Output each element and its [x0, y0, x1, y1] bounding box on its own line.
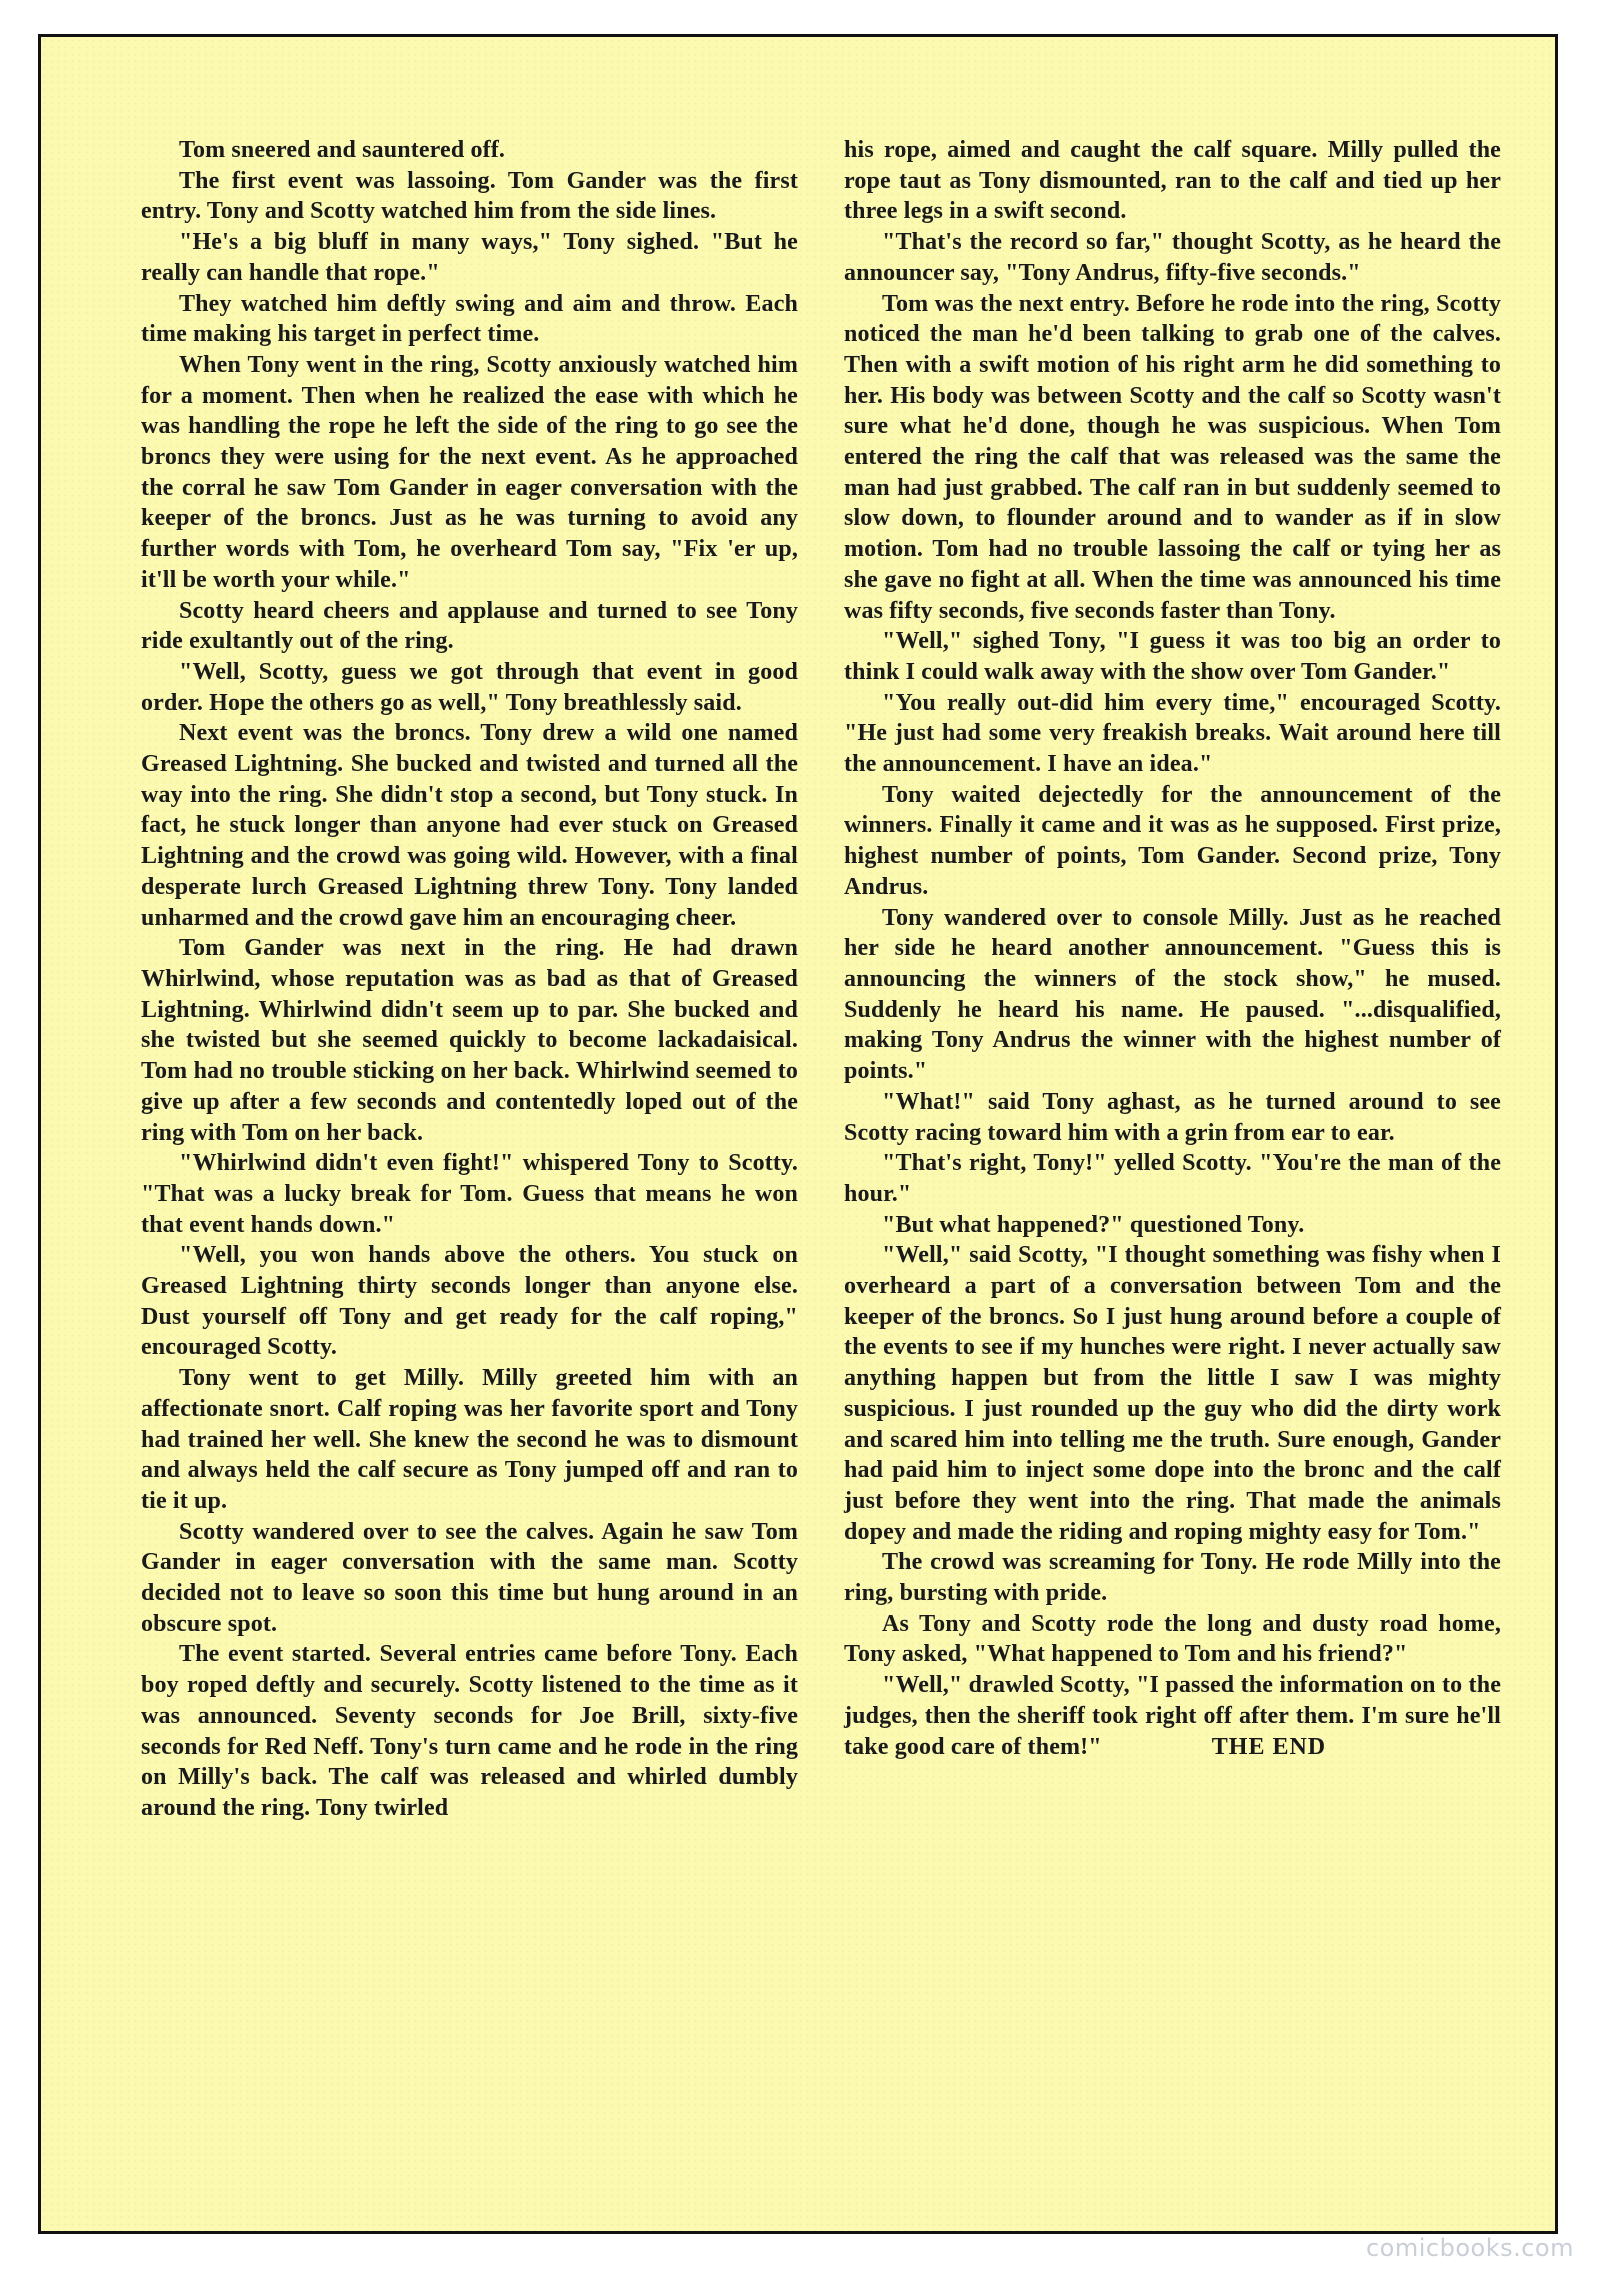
story-paragraph: "What!" said Tony aghast, as he turned around to see Scotty racing toward him with a grin from ear to ear. — [844, 1088, 1501, 1146]
story-paragraph: As Tony and Scotty rode the long and dusty road home, Tony asked, "What happened to Tom and his friend?" — [844, 1610, 1501, 1668]
story-paragraph: The first event was lassoing. Tom Gander was the first entry. Tony and Scotty watched him from the side lines. — [141, 167, 798, 225]
story-paragraph: They watched him deftly swing and aim and throw. Each time making his target in perfect time. — [141, 290, 798, 348]
story-paragraph: Tony went to get Milly. Milly greeted him with an affectionate snort. Calf roping was her favorite sport and Tony had trained her well. She knew the second he was to dismount and always held the calf secure as Tony jumped off and ran to tie it up. — [141, 1365, 798, 1514]
story-page — [38, 34, 1558, 2234]
right-column — [844, 135, 1501, 1824]
story-paragraph: "Well, Scotty, guess we got through that event in good order. Hope the others go as well," Tony breathlessly said. — [141, 658, 798, 716]
story-paragraph: Tom sneered and sauntered off. — [179, 137, 506, 163]
story-paragraph: "You really out-did him every time," encouraged Scotty. "He just had some very freakish breaks. Wait around here till the announcement. I have an idea." — [844, 689, 1501, 778]
story-paragraph: The crowd was screaming for Tony. He rode Milly into the ring, bursting with pride. — [844, 1549, 1501, 1607]
story-paragraph: When Tony went in the ring, Scotty anxiously watched him for a moment. Then when he realized the ease with which he was handling the rope he left the side of the ring to go see the broncs they were using for the next event. As he approached the corral he saw Tom Gander in eager conversation with the keeper of the broncs. Just as he was turning to avoid any further words with Tom, he overheard Tom say, "Fix 'er up, it'll be worth your while." — [141, 351, 798, 593]
story-paragraph: Next event was the broncs. Tony drew a wild one named Greased Lightning. She bucked and twisted and turned all the way into the ring. She didn't stop a second, but Tony stuck. In fact, he stuck longer than anyone had ever stuck on Greased Lightning and the crowd was going wild. However, with a final desperate lurch Greased Lightning threw Tony. Tony landed unharmed and the crowd gave him an encouraging cheer. — [141, 720, 798, 931]
story-paragraph: Scotty heard cheers and applause and turned to see Tony ride exultantly out of the ring. — [141, 597, 798, 655]
story-paragraph: his rope, aimed and caught the calf square. Milly pulled the rope taut as Tony dismounted, ran to the calf and tied up her three legs in a swift second. — [844, 137, 1501, 225]
story-paragraph: Tom was the next entry. Before he rode into the ring, Scotty noticed the man he'd been talking to grab one of the calves. Then with a swift motion of his right arm he did something to her. His body was between Scotty and the calf so Scotty wasn't sure what he'd done, though he was suspicious. When Tom entered the ring the calf that was released was the same the man had just grabbed. The calf ran in but suddenly seemed to slow down, to flounder around and to wander as if in slow motion. Tom had no trouble lassoing the calf or tying her as she gave no fight at all. When the time was announced his time was fifty seconds, five seconds faster than Tony. — [844, 290, 1501, 624]
story-paragraph: "That's right, Tony!" yelled Scotty. "You're the man of the hour." — [844, 1150, 1501, 1207]
story-paragraph: "Well, you won hands above the others. You stuck on Greased Lightning thirty seconds longer than anyone else. Dust yourself off Tony and get ready for the calf roping," encouraged Scotty. — [141, 1242, 798, 1361]
story-paragraph: "That's the record so far," thought Scotty, as he heard the announcer say, "Tony Andrus, fifty-five seconds." — [844, 229, 1501, 286]
story-paragraph: Scotty wandered over to see the calves. Again he saw Tom Gander in eager conversation with the same man. Scotty decided not to leave so soon this time but hung around in an obscure spot. — [141, 1518, 798, 1637]
story-paragraph: Tony wandered over to console Milly. Just as he reached her side he heard another announcement. "Guess this is announcing the winners of the stock show," he mused. Suddenly he heard his name. He paused. "...disqualified, making Tony Andrus the winner with the highest number of points." — [844, 904, 1501, 1085]
story-paragraph: "Well," said Scotty, "I thought something was fishy when I overheard a part of a conversation between Tom and the keeper of the broncs. So I just hung around before a couple of the events to see if my hunches were right. I never actually saw anything happen but from the little I saw I was mighty suspicious. I just rounded up the guy who did the dirty work and scared him into telling me the truth. Sure enough, Gander had paid him to inject some dope into the bronc and the calf just before they went into the ring. That made the animals dopey and made the riding and roping mighty easy for Tom." — [844, 1242, 1501, 1545]
site-watermark: comicbooks.com — [1365, 2234, 1574, 2262]
story-paragraph: Tony waited dejectedly for the announcement of the winners. Finally it came and it was as he supposed. First prize, highest number of points, Tom Gander. Second prize, Tony Andrus. — [844, 781, 1501, 900]
story-paragraph: "But what happened?" questioned Tony. — [882, 1211, 1305, 1238]
left-column — [141, 135, 798, 1824]
story-paragraph: "He's a big bluff in many ways," Tony sighed. "But he really can handle that rope." — [141, 229, 798, 286]
the-end-label: THE END — [1211, 1733, 1327, 1760]
story-paragraph: "Whirlwind didn't even fight!" whispered Tony to Scotty. "That was a lucky break for Tom. Guess that means he won that event hands down." — [141, 1150, 798, 1238]
story-paragraph — [844, 1670, 1501, 1762]
text-columns — [141, 135, 1501, 1824]
story-paragraph: The event started. Several entries came before Tony. Each boy roped deftly and securely. Scotty listened to the time as it was announced. Seventy seconds for Joe Brill, sixty-five seconds for Red Neff. Tony's turn came and he rode in the ring on Milly's back. The calf was released and whirled dumbly around the ring. Tony twirled — [141, 1641, 798, 1821]
story-paragraph: "Well," sighed Tony, "I guess it was too big an order to think I could walk away with the show over Tom Gander." — [844, 628, 1501, 685]
paragraph-text: "Well," drawled Scotty, "I passed the information on to the judges, then the sheriff took right off after them. I'm sure he'll take good care of them!" — [844, 1672, 1501, 1760]
story-paragraph: Tom Gander was next in the ring. He had drawn Whirlwind, whose reputation was as bad as that of Greased Lightning. Whirlwind didn't seem up to par. She bucked and she twisted but she seemed quickly to become lackadaisical. Tom had no trouble sticking on her back. Whirlwind seemed to give up after a few seconds and contentedly loped out of the ring with Tom on her back. — [141, 935, 798, 1146]
